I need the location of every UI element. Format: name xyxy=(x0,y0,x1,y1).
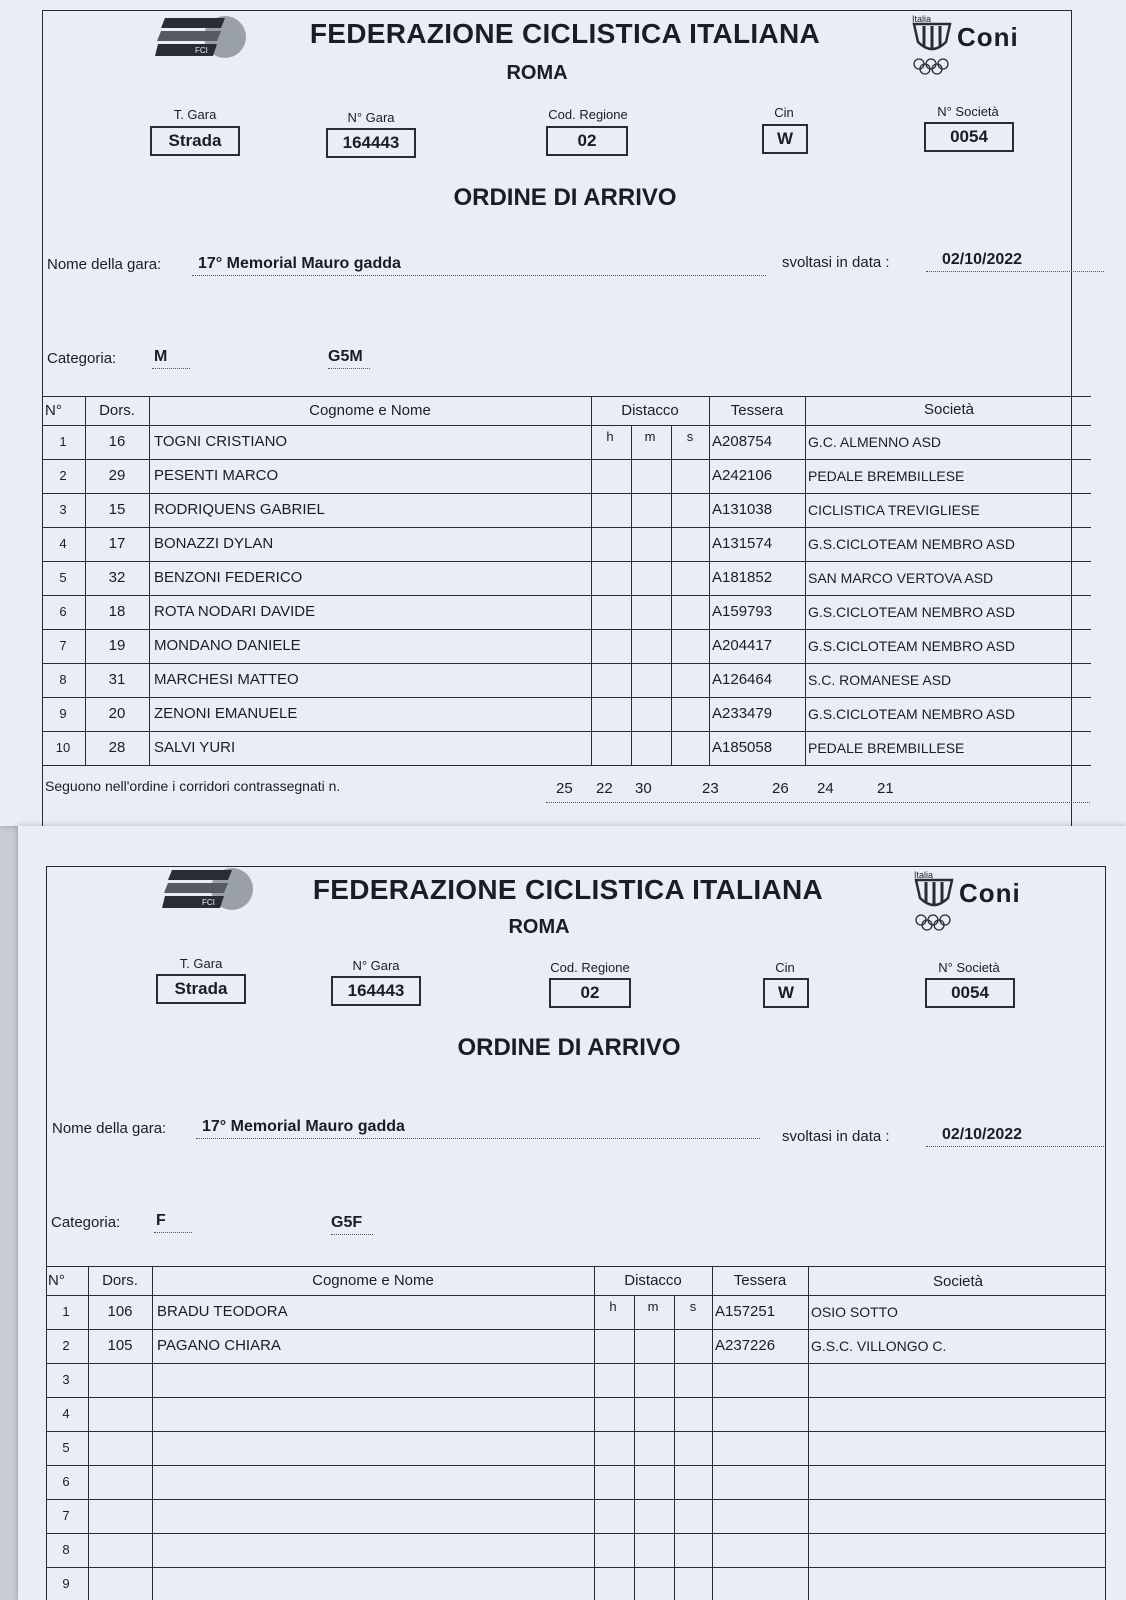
category-code: G5F xyxy=(331,1214,373,1235)
field-label-numero-societa: N° Società xyxy=(937,104,999,119)
cell-distacco-h xyxy=(591,697,630,731)
cell-distacco-m xyxy=(634,1499,673,1533)
col-header-name: Cognome e Nome xyxy=(149,397,590,425)
seguono-number: 24 xyxy=(817,780,834,797)
cell-tessera: A237226 xyxy=(712,1329,807,1363)
cell-distacco-s xyxy=(674,1363,711,1397)
table-row xyxy=(43,595,1091,630)
table-row xyxy=(43,425,1091,460)
cell-distacco-s xyxy=(671,527,708,561)
field-value-numero-gara: 164443 xyxy=(331,976,421,1006)
cell-position: 5 xyxy=(62,1440,70,1455)
col-header-tessera: Tessera xyxy=(709,397,804,425)
cell-rider-name: ROTA NODARI DAVIDE xyxy=(149,595,590,629)
cell-distacco-h xyxy=(594,1499,633,1533)
cell-position: 4 xyxy=(59,536,67,551)
cell-rider-name xyxy=(152,1499,593,1533)
cell-distacco-h xyxy=(594,1465,633,1499)
cell-distacco-m xyxy=(631,595,670,629)
cell-distacco-h xyxy=(591,561,630,595)
cell-tessera xyxy=(712,1533,807,1567)
cell-dorsal: 106 xyxy=(88,1295,151,1329)
cell-rider-name xyxy=(152,1431,593,1465)
logo-text: FCI xyxy=(202,898,215,907)
table-header-row xyxy=(43,397,1091,426)
table-row xyxy=(43,561,1091,596)
field-label-numero-societa: N° Società xyxy=(938,960,1000,975)
seguono-number: 22 xyxy=(596,780,613,797)
cell-distacco-s xyxy=(671,459,708,493)
distacco-m-label: m xyxy=(647,1299,659,1314)
table-row xyxy=(46,1397,1106,1432)
col-header-tessera: Tessera xyxy=(712,1267,807,1295)
cell-tessera: A181852 xyxy=(709,561,804,595)
race-name-label: Nome della gara: xyxy=(47,256,162,273)
cell-position: 4 xyxy=(62,1406,70,1421)
cell-rider-name: BENZONI FEDERICO xyxy=(149,561,590,595)
cell-rider-name: BRADU TEODORA xyxy=(152,1295,593,1329)
coni-logo xyxy=(914,870,1034,934)
cell-distacco-s xyxy=(674,1397,711,1431)
cell-rider-name: MONDANO DANIELE xyxy=(149,629,590,663)
cell-tessera: A185058 xyxy=(709,731,804,765)
cell-distacco-h xyxy=(594,1329,633,1363)
col-header-dors: Dors. xyxy=(88,1267,151,1295)
cell-rider-name: PAGANO CHIARA xyxy=(152,1329,593,1363)
cell-distacco-s xyxy=(671,663,708,697)
table-row xyxy=(43,459,1091,494)
table-row xyxy=(46,1363,1106,1398)
col-header-distacco: Distacco xyxy=(594,1267,711,1295)
coni-logo xyxy=(912,14,1032,78)
cell-distacco-m xyxy=(634,1567,673,1600)
cell-distacco-m xyxy=(631,527,670,561)
cell-rider-name: PESENTI MARCO xyxy=(149,459,590,493)
cell-dorsal: 20 xyxy=(85,697,148,731)
cell-societa: G.S.CICLOTEAM NEMBRO ASD xyxy=(805,629,1092,663)
field-label-tipo-gara: T. Gara xyxy=(179,956,223,971)
cell-distacco-m xyxy=(634,1397,673,1431)
table-row xyxy=(43,697,1091,732)
seguono-number: 26 xyxy=(772,780,789,797)
col-header-num: N° xyxy=(48,1272,65,1289)
cell-societa: PEDALE BREMBILLESE xyxy=(805,731,1092,765)
seguono-label: Seguono nell'ordine i corridori contrassegnati n. xyxy=(45,778,341,794)
field-value-cin: W xyxy=(762,124,808,154)
table-row xyxy=(43,731,1091,766)
cell-distacco-h xyxy=(591,459,630,493)
cell-rider-name: TOGNI CRISTIANO xyxy=(149,425,590,459)
cell-position: 9 xyxy=(62,1576,70,1591)
cell-societa xyxy=(808,1533,1107,1567)
cell-distacco-m xyxy=(634,1533,673,1567)
cell-rider-name: RODRIQUENS GABRIEL xyxy=(149,493,590,527)
cell-distacco-s xyxy=(671,595,708,629)
field-value-tipo-gara: Strada xyxy=(150,126,240,156)
federation-title: FEDERAZIONE CICLISTICA ITALIANA xyxy=(312,874,824,905)
field-label-cin: Cin xyxy=(774,105,794,120)
cell-position: 3 xyxy=(62,1372,70,1387)
cell-distacco-s xyxy=(674,1329,711,1363)
field-value-cod-regione: 02 xyxy=(549,978,631,1008)
cell-position: 8 xyxy=(59,672,67,687)
col-header-num: N° xyxy=(45,402,62,419)
col-header-dors: Dors. xyxy=(85,397,148,425)
date-label: svoltasi in data : xyxy=(782,1128,890,1145)
field-value-cin: W xyxy=(763,978,809,1008)
cell-dorsal: 28 xyxy=(85,731,148,765)
cell-position: 9 xyxy=(59,706,67,721)
fci-logo-icon xyxy=(162,866,257,912)
cell-distacco-s xyxy=(674,1567,711,1600)
cell-societa: G.S.CICLOTEAM NEMBRO ASD xyxy=(805,527,1092,561)
date-value: 02/10/2022 xyxy=(926,1126,1104,1147)
cell-distacco-h xyxy=(591,527,630,561)
race-name-label: Nome della gara: xyxy=(52,1120,167,1137)
order-title: ORDINE DI ARRIVO xyxy=(453,184,677,211)
federation-city: ROMA xyxy=(506,62,568,84)
cell-dorsal: 18 xyxy=(85,595,148,629)
cell-distacco-h xyxy=(594,1363,633,1397)
field-value-cod-regione: 02 xyxy=(546,126,628,156)
cell-societa: G.S.CICLOTEAM NEMBRO ASD xyxy=(805,595,1092,629)
category-sex: F xyxy=(154,1212,192,1233)
cell-tessera xyxy=(712,1499,807,1533)
field-value-tipo-gara: Strada xyxy=(156,974,246,1004)
field-label-cod-regione: Cod. Regione xyxy=(550,960,630,975)
cell-societa: G.C. ALMENNO ASD xyxy=(805,425,1092,459)
seguono-number: 23 xyxy=(702,780,719,797)
cell-distacco-s xyxy=(671,697,708,731)
cell-tessera xyxy=(712,1567,807,1600)
cell-dorsal: 105 xyxy=(88,1329,151,1363)
cell-tessera: A242106 xyxy=(709,459,804,493)
cell-distacco-m xyxy=(634,1431,673,1465)
cell-rider-name: ZENONI EMANUELE xyxy=(149,697,590,731)
results-table xyxy=(43,396,1091,767)
cell-distacco-s xyxy=(674,1533,711,1567)
cell-rider-name xyxy=(152,1533,593,1567)
seguono-number: 21 xyxy=(877,780,894,797)
cell-rider-name xyxy=(152,1397,593,1431)
cell-dorsal xyxy=(88,1363,151,1397)
cell-position: 6 xyxy=(59,604,67,619)
table-row xyxy=(43,663,1091,698)
cell-tessera xyxy=(712,1397,807,1431)
race-name-value: 17° Memorial Mauro gadda xyxy=(196,1118,760,1139)
field-label-numero-gara: N° Gara xyxy=(352,958,400,973)
cell-tessera: A131038 xyxy=(709,493,804,527)
cell-distacco-s xyxy=(671,493,708,527)
field-value-numero-societa: 0054 xyxy=(924,122,1014,152)
field-value-numero-societa: 0054 xyxy=(925,978,1015,1008)
table-row xyxy=(46,1533,1106,1568)
cell-distacco-h xyxy=(594,1397,633,1431)
cell-dorsal: 31 xyxy=(85,663,148,697)
cell-societa xyxy=(808,1567,1107,1600)
cell-distacco-h xyxy=(594,1533,633,1567)
cell-societa xyxy=(808,1431,1107,1465)
coni-torch-icon xyxy=(912,22,952,54)
cell-societa: OSIO SOTTO xyxy=(808,1295,1107,1329)
cell-distacco-h xyxy=(591,493,630,527)
cell-rider-name: MARCHESI MATTEO xyxy=(149,663,590,697)
cell-position: 3 xyxy=(59,502,67,517)
col-header-distacco: Distacco xyxy=(591,397,708,425)
coni-italia-label: Italia xyxy=(912,14,932,24)
cell-distacco-h xyxy=(591,731,630,765)
table-row xyxy=(46,1431,1106,1466)
cell-societa xyxy=(808,1363,1107,1397)
cell-distacco-m xyxy=(634,1329,673,1363)
results-table xyxy=(46,1266,1106,1600)
cell-distacco-h xyxy=(594,1567,633,1600)
order-title: ORDINE DI ARRIVO xyxy=(457,1034,681,1061)
cell-distacco-m xyxy=(631,663,670,697)
cell-societa xyxy=(808,1499,1107,1533)
date-value: 02/10/2022 xyxy=(926,251,1104,272)
cell-tessera: A131574 xyxy=(709,527,804,561)
table-row xyxy=(46,1329,1106,1364)
cell-position: 2 xyxy=(59,468,67,483)
cell-distacco-s xyxy=(674,1465,711,1499)
table-row xyxy=(46,1295,1106,1330)
cell-distacco-h xyxy=(591,629,630,663)
col-header-societa: Società xyxy=(805,397,1092,425)
cell-rider-name xyxy=(152,1465,593,1499)
cell-distacco-s xyxy=(674,1431,711,1465)
cell-dorsal xyxy=(88,1397,151,1431)
cell-dorsal: 15 xyxy=(85,493,148,527)
table-row xyxy=(46,1499,1106,1534)
distacco-h-label: h xyxy=(609,1299,617,1314)
cell-rider-name xyxy=(152,1567,593,1600)
cell-position: 5 xyxy=(59,570,67,585)
col-header-societa: Società xyxy=(808,1267,1107,1295)
cell-distacco-m xyxy=(634,1363,673,1397)
distacco-m-label: m xyxy=(644,429,656,444)
cell-societa xyxy=(808,1397,1107,1431)
cell-tessera: A208754 xyxy=(709,425,804,459)
cell-rider-name: SALVI YURI xyxy=(149,731,590,765)
federation-city: ROMA xyxy=(508,916,570,938)
table-row xyxy=(46,1465,1106,1500)
seguono-number: 25 xyxy=(556,780,573,797)
cell-dorsal: 16 xyxy=(85,425,148,459)
distacco-s-label: s xyxy=(689,1299,697,1314)
cell-dorsal: 29 xyxy=(85,459,148,493)
cell-distacco-m xyxy=(631,629,670,663)
coni-torch-icon xyxy=(914,878,954,910)
cell-position: 6 xyxy=(62,1474,70,1489)
field-value-numero-gara: 164443 xyxy=(326,128,416,158)
cell-position: 10 xyxy=(55,740,71,755)
cell-position: 1 xyxy=(62,1304,70,1319)
cell-tessera: A233479 xyxy=(709,697,804,731)
cell-dorsal xyxy=(88,1499,151,1533)
cell-distacco-s xyxy=(671,561,708,595)
cell-dorsal: 19 xyxy=(85,629,148,663)
coni-text: Coni xyxy=(959,878,1021,908)
cell-position: 8 xyxy=(62,1542,70,1557)
coni-text: Coni xyxy=(957,22,1019,52)
cell-dorsal xyxy=(88,1431,151,1465)
cell-tessera: A157251 xyxy=(712,1295,807,1329)
category-code: G5M xyxy=(328,348,370,369)
cell-distacco-h xyxy=(591,595,630,629)
cell-dorsal: 17 xyxy=(85,527,148,561)
cell-rider-name xyxy=(152,1363,593,1397)
cell-dorsal xyxy=(88,1567,151,1600)
cell-rider-name: BONAZZI DYLAN xyxy=(149,527,590,561)
date-label: svoltasi in data : xyxy=(782,254,890,271)
cell-societa: G.S.C. VILLONGO C. xyxy=(808,1329,1107,1363)
distacco-s-label: s xyxy=(686,429,694,444)
race-name-value: 17° Memorial Mauro gadda xyxy=(192,255,766,276)
cell-distacco-m xyxy=(631,731,670,765)
cell-tessera xyxy=(712,1465,807,1499)
distacco-h-label: h xyxy=(606,429,614,444)
field-label-cod-regione: Cod. Regione xyxy=(548,107,628,122)
table-row xyxy=(46,1567,1106,1600)
cell-distacco-m xyxy=(631,561,670,595)
cell-dorsal xyxy=(88,1533,151,1567)
cell-societa: G.S.CICLOTEAM NEMBRO ASD xyxy=(805,697,1092,731)
table-header-row xyxy=(46,1267,1106,1296)
cell-position: 2 xyxy=(62,1338,70,1353)
coni-italia-label: Italia xyxy=(914,870,934,880)
cell-distacco-m xyxy=(631,459,670,493)
cell-tessera xyxy=(712,1363,807,1397)
table-row xyxy=(43,493,1091,528)
cell-distacco-m xyxy=(634,1465,673,1499)
cell-tessera: A204417 xyxy=(709,629,804,663)
cell-societa xyxy=(808,1465,1107,1499)
cell-position: 7 xyxy=(59,638,67,653)
cell-tessera: A159793 xyxy=(709,595,804,629)
cell-tessera xyxy=(712,1431,807,1465)
cell-dorsal: 32 xyxy=(85,561,148,595)
cell-distacco-s xyxy=(671,629,708,663)
cell-distacco-s xyxy=(671,731,708,765)
cell-dorsal xyxy=(88,1465,151,1499)
cell-position: 7 xyxy=(62,1508,70,1523)
cell-distacco-h xyxy=(591,663,630,697)
field-label-tipo-gara: T. Gara xyxy=(173,107,217,122)
field-label-cin: Cin xyxy=(775,960,795,975)
cell-tessera: A126464 xyxy=(709,663,804,697)
logo-text: FCI xyxy=(195,46,208,55)
cell-distacco-s xyxy=(674,1499,711,1533)
category-label: Categoria: xyxy=(51,1214,121,1231)
table-row xyxy=(43,629,1091,664)
field-label-numero-gara: N° Gara xyxy=(347,110,395,125)
cell-distacco-h xyxy=(594,1431,633,1465)
cell-distacco-m xyxy=(631,697,670,731)
cell-societa: SAN MARCO VERTOVA ASD xyxy=(805,561,1092,595)
olympic-rings-icon xyxy=(912,58,952,76)
category-sex: M xyxy=(152,348,190,369)
fci-logo-icon xyxy=(155,14,250,60)
cell-societa: PEDALE BREMBILLESE xyxy=(805,459,1092,493)
table-row xyxy=(43,527,1091,562)
federation-title: FEDERAZIONE CICLISTICA ITALIANA xyxy=(309,18,821,49)
seguono-number: 30 xyxy=(635,780,652,797)
cell-distacco-m xyxy=(631,493,670,527)
col-header-name: Cognome e Nome xyxy=(152,1267,593,1295)
cell-societa: CICLISTICA TREVIGLIESE xyxy=(805,493,1092,527)
result-sheet-female xyxy=(18,826,1126,1600)
cell-position: 1 xyxy=(59,434,67,449)
category-label: Categoria: xyxy=(47,350,117,367)
cell-societa: S.C. ROMANESE ASD xyxy=(805,663,1092,697)
olympic-rings-icon xyxy=(914,914,954,932)
